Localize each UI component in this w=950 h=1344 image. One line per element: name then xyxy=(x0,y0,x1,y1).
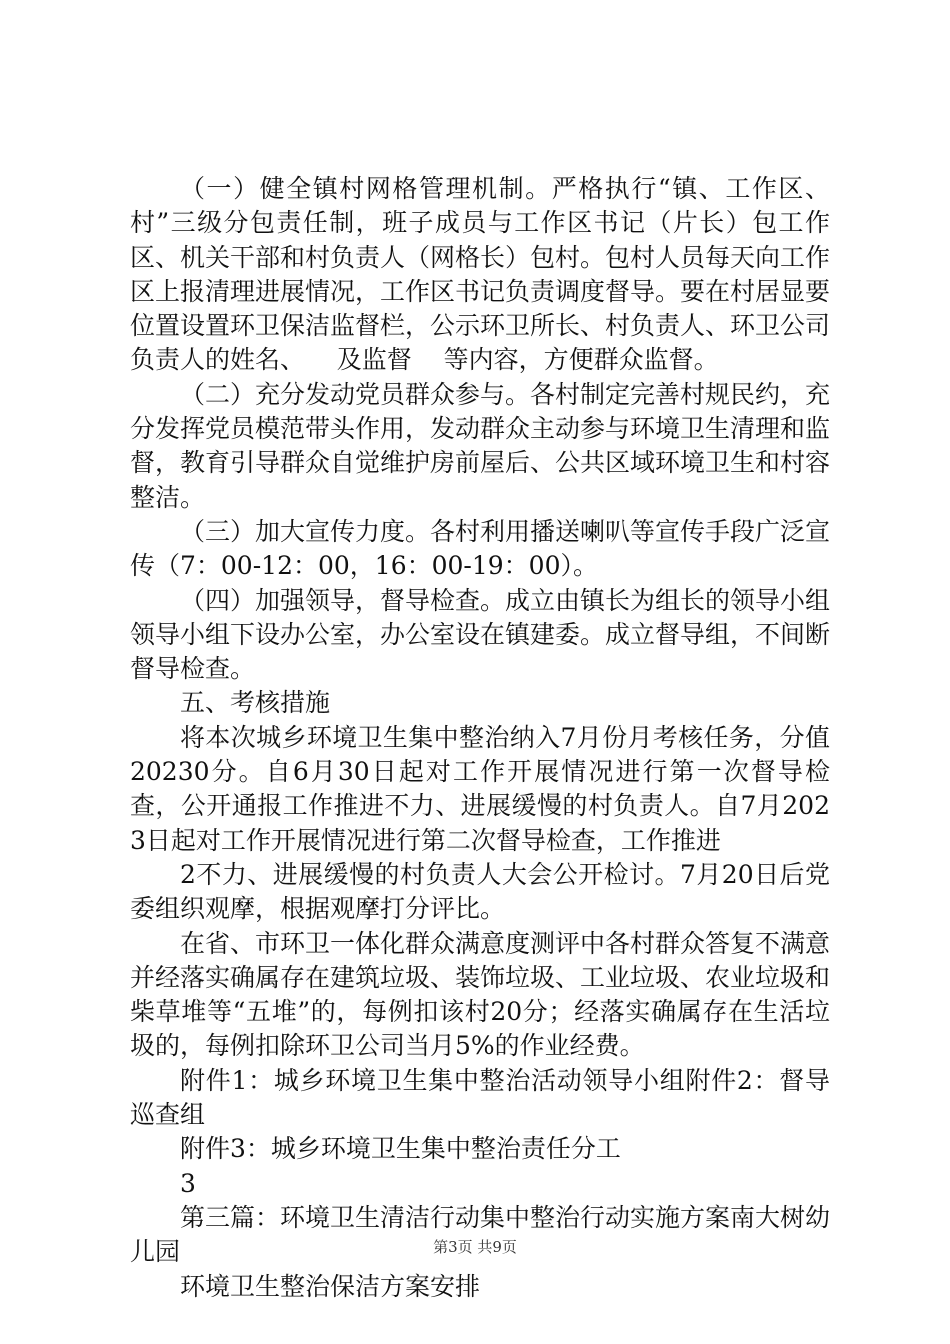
paragraph-mobilize-party-members: （二）充分发动党员群众参与。各村制定完善村规民约，充分发挥党员模范带头作用，发动群众主动参与环境卫生清理和监督，教育引导群众自觉维护房前屋后、公共区域环境卫生和村容整洁。 xyxy=(130,379,831,512)
page-number-footer: 第3页 共9页 xyxy=(433,1238,517,1256)
paragraph-grid-management: （一）健全镇村网格管理机制。严格执行“镇、工作区、村”三级分包责任制，班子成员与工作区书记（片长）包工作区、机关干部和村负责人（网格长）包村。包村人员每天向工作区上报清理进展情况，工作区书记负责调度督导。要在村居显要位置设置环卫保洁监督栏，公示环卫所长、村负责人、环卫公司负责人的姓名、 及监督 等内容，方便群众监督。 xyxy=(130,174,831,375)
paragraph-attachments-1-2: 附件1：城乡环境卫生集中整治活动领导小组附件2：督导巡查组 xyxy=(130,1065,830,1130)
document-body xyxy=(130,172,830,1304)
paragraph-third-chapter-title: 第三篇：环境卫生清洁行动集中整治行动实施方案南大树幼儿园 xyxy=(130,1202,831,1267)
paragraph-number: 3 xyxy=(180,1168,196,1198)
paragraph-plan-title: 环境卫生整治保洁方案安排 xyxy=(180,1271,481,1301)
paragraph-publicity: （三）加大宣传力度。各村利用播送喇叭等宣传手段广泛宣传（7：00-12：00，16：00-19：00）。 xyxy=(130,516,831,581)
paragraph-attachment-3: 附件3：城乡环境卫生集中整治责任分工 xyxy=(180,1134,621,1164)
paragraph-public-review: 2不力、进展缓慢的村负责人大会公开检讨。7月20日后党委组织观摩，根据观摩打分评比。 xyxy=(130,859,830,924)
section-heading-assessment: 五、考核措施 xyxy=(180,688,331,718)
paragraph-leadership-supervision: （四）加强领导，督导检查。成立由镇长为组长的领导小组领导小组下设办公室，办公室设在镇建委。成立督导组，不间断督导检查。 xyxy=(130,585,831,684)
paragraph-satisfaction-evaluation: 在省、市环卫一体化群众满意度测评中各村群众答复不满意并经落实确属存在建筑垃圾、装饰垃圾、工业垃圾、农业垃圾和柴草堆等“五堆”的，每例扣该村20分；经落实确属存在生活垃圾的，每例扣除环卫公司当月5%的作业经费。 xyxy=(130,928,831,1061)
paragraph-assessment-tasks: 将本次城乡环境卫生集中整治纳入7月份月考核任务，分值20230分。自6月30日起对工作开展情况进行第一次督导检查，公开通报工作推进不力、进展缓慢的村负责人。自7月2023日起对工作开展情况进行第二次督导检查，工作推进 xyxy=(130,722,830,855)
